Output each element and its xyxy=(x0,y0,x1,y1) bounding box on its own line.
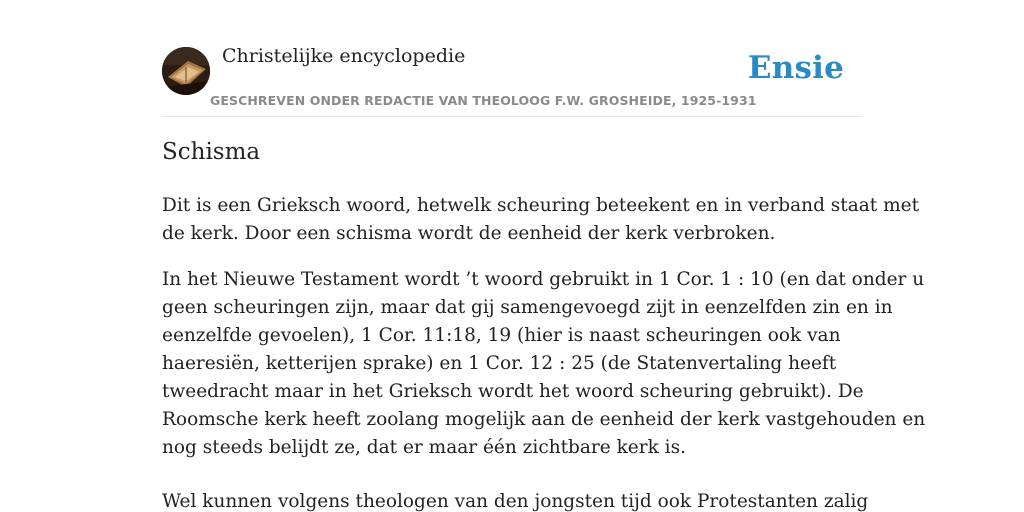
brand-logo-link[interactable]: Ensie xyxy=(747,50,844,86)
article-body xyxy=(162,192,926,512)
book-thumbnail-icon[interactable] xyxy=(162,47,210,95)
paragraph-line: Wel kunnen volgens theologen van den jongsten tijd ook Protestanten zalig xyxy=(162,491,869,512)
paragraph-line: eenzelfde gevoelen), 1 Cor. 11:18, 19 (hier is naast scheuringen ook van xyxy=(162,325,841,346)
paragraph xyxy=(162,488,869,512)
site-header xyxy=(162,0,862,117)
paragraph-line: geen scheuringen zijn, maar dat gij samengevoegd zijt in eenzelfden zin en in xyxy=(162,297,893,318)
paragraph-line: Dit is een Grieksch woord, hetwelk scheuring beteekent en in verband staat met xyxy=(162,195,920,216)
paragraph-line: In het Nieuwe Testament wordt ’t woord gebruikt in 1 Cor. 1 : 10 (en dat onder u xyxy=(162,269,925,290)
paragraph xyxy=(162,266,926,462)
page-title: Schisma xyxy=(162,139,261,165)
page-container xyxy=(162,0,926,512)
paragraph-line: Roomsche kerk heeft zoolang mogelijk aan de eenheid der kerk vastgehouden en xyxy=(162,409,926,430)
paragraph xyxy=(162,192,920,248)
paragraph-line: nog steeds belijdt ze, dat er maar één zichtbare kerk is. xyxy=(162,437,686,458)
source-title[interactable]: Christelijke encyclopedie xyxy=(222,45,466,67)
paragraph-line: de kerk. Door een schisma wordt de eenheid der kerk verbroken. xyxy=(162,223,776,244)
source-subtitle: GESCHREVEN ONDER REDACTIE VAN THEOLOOG F.W. GROSHEIDE, 1925-1931 xyxy=(210,93,757,108)
paragraph-line: haeresiën, ketterijen sprake) en 1 Cor. 12 : 25 (de Statenvertaling heeft xyxy=(162,353,837,374)
paragraph-line: tweedracht maar in het Grieksch wordt het woord scheuring gebruikt). De xyxy=(162,381,864,402)
